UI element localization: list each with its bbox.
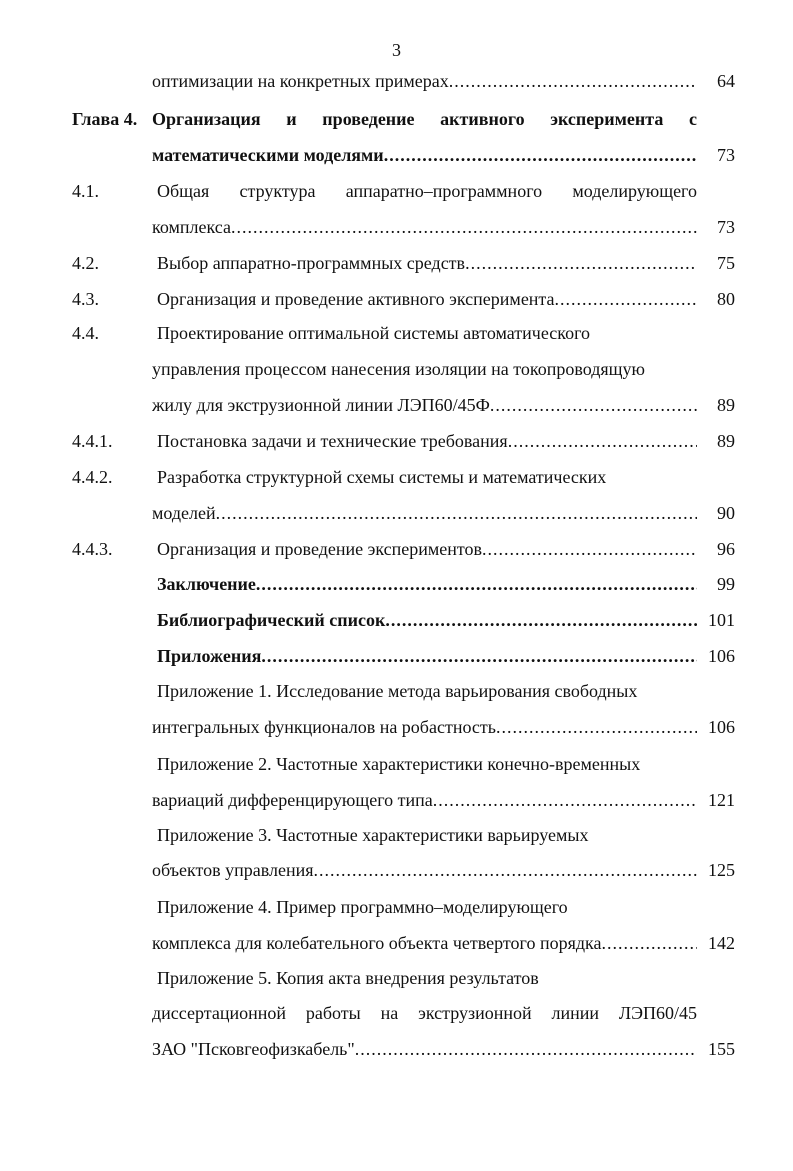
chapter-title-line-1: Организация и проведение активного эксперимента с <box>152 109 697 129</box>
toc-page-number: 64 <box>717 71 735 91</box>
toc-page-number: 90 <box>717 503 735 523</box>
leader-dots <box>231 214 697 240</box>
leader-dots <box>385 607 697 633</box>
leader-dots <box>314 857 697 883</box>
toc-entry-text: Заключение <box>157 574 256 594</box>
section-number: 4.4. <box>72 323 99 343</box>
toc-entry-line-3 <box>152 1036 697 1062</box>
toc-entry-text: оптимизации на конкретных примерах <box>152 71 449 91</box>
toc-entry-text: ЗАО "Псковгеофизкабель" <box>152 1039 355 1059</box>
chapter-title-line-2 <box>152 142 697 168</box>
toc-page-number: 99 <box>717 574 735 594</box>
toc-entry-text: комплекса для колебательного объекта четвертого порядка <box>152 933 602 953</box>
toc-entry-line-1: Приложение 1. Исследование метода варьирования свободных <box>157 681 638 701</box>
toc-entry-text: объектов управления <box>152 860 314 880</box>
toc-entry-text: Выбор аппаратно-программных средств <box>157 253 466 273</box>
chapter-label: Глава 4. <box>72 109 138 129</box>
toc-entry-text: Постановка задачи и технические требования <box>157 431 508 451</box>
toc-entry-line-2 <box>152 787 697 813</box>
toc-entry-text: жилу для экструзионной линии ЛЭП60/45Ф <box>152 395 490 415</box>
leader-dots <box>256 571 697 597</box>
toc-entry-text: Библиографический список <box>157 610 386 630</box>
leader-dots <box>355 1036 697 1062</box>
toc-entry-line-1: Приложение 5. Копия акта внедрения результатов <box>157 968 539 988</box>
toc-page-number: 96 <box>717 539 735 559</box>
toc-entry-text: вариаций дифференцирующего типа <box>152 790 433 810</box>
leader-dots <box>216 500 697 526</box>
toc-entry-line-1: Приложение 2. Частотные характеристики конечно-временных <box>157 754 641 774</box>
section-number: 4.4.1. <box>72 431 113 451</box>
toc-entry <box>157 428 697 454</box>
leader-dots <box>482 536 697 562</box>
toc-page-number: 106 <box>708 717 735 737</box>
toc-entry-line-1: Общая структура аппаратно–программного моделирующего <box>157 181 697 201</box>
toc-page-number: 101 <box>708 610 735 630</box>
toc-entry-line-1: Проектирование оптимальной системы автоматического <box>157 323 591 343</box>
toc-entry-line-2 <box>152 500 697 526</box>
toc-page-number: 89 <box>717 395 735 415</box>
leader-dots <box>508 428 697 454</box>
section-number: 4.4.2. <box>72 467 113 487</box>
toc-page-number: 142 <box>708 933 735 953</box>
leader-dots <box>555 286 697 312</box>
toc-entry <box>157 250 697 276</box>
toc-entry-text: моделей <box>152 503 216 523</box>
section-number: 4.2. <box>72 253 99 273</box>
leader-dots <box>496 714 697 740</box>
toc-entry-appendices <box>157 643 697 669</box>
toc-entry-continuation <box>152 68 697 94</box>
toc-entry <box>157 286 697 312</box>
toc-entry-text: Организация и проведение экспериментов <box>157 539 483 559</box>
leader-dots <box>449 68 697 94</box>
toc-entry <box>157 536 697 562</box>
toc-page-number: 121 <box>708 790 735 810</box>
toc-entry-line-2 <box>152 930 697 956</box>
toc-entry-text: Организация и проведение активного эксперимента <box>157 289 555 309</box>
toc-entry-line-2 <box>152 214 697 240</box>
section-number: 4.3. <box>72 289 99 309</box>
toc-entry-line-1: Разработка структурной схемы системы и математических <box>157 467 607 487</box>
toc-entry-bibliography <box>157 607 697 633</box>
toc-page-number: 73 <box>717 217 735 237</box>
toc-page-number: 125 <box>708 860 735 880</box>
leader-dots <box>384 142 697 168</box>
toc-page-number: 89 <box>717 431 735 451</box>
toc-entry-line-2: управления процессом нанесения изоляции на токопроводящую <box>152 359 645 379</box>
toc-page-number: 106 <box>708 646 735 666</box>
toc-entry-line-3 <box>152 392 697 418</box>
leader-dots <box>261 643 697 669</box>
toc-entry-line-1: Приложение 3. Частотные характеристики варьируемых <box>157 825 589 845</box>
leader-dots <box>602 930 698 956</box>
toc-page-number: 80 <box>717 289 735 309</box>
leader-dots <box>465 250 697 276</box>
toc-entry-text: интегральных функционалов на робастность <box>152 717 496 737</box>
section-number: 4.1. <box>72 181 99 201</box>
toc-entry-line-2: диссертационной работы на экструзионной линии ЛЭП60/45 <box>152 1003 697 1023</box>
page-number: 3 <box>392 40 401 60</box>
toc-entry-conclusion <box>157 571 697 597</box>
toc-entry-text: Приложения <box>157 646 262 666</box>
leader-dots <box>490 392 697 418</box>
toc-page-number: 73 <box>717 145 735 165</box>
section-number: 4.4.3. <box>72 539 113 559</box>
toc-entry-line-1: Приложение 4. Пример программно–моделирующего <box>157 897 568 917</box>
toc-entry-text: комплекса <box>152 217 231 237</box>
toc-entry-line-2 <box>152 857 697 883</box>
toc-entry-text: математическими моделями <box>152 145 384 165</box>
leader-dots <box>433 787 697 813</box>
toc-page-number: 155 <box>708 1039 735 1059</box>
toc-entry-line-2 <box>152 714 697 740</box>
toc-page-number: 75 <box>717 253 735 273</box>
